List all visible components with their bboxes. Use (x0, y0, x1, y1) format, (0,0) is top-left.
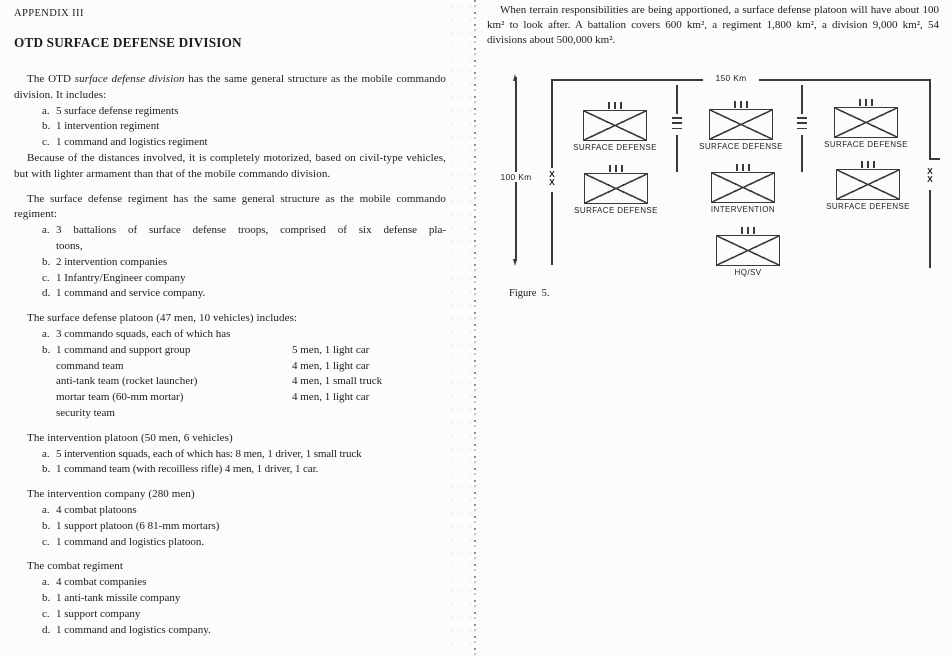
item-marker (42, 374, 56, 390)
intervention-company-paragraph: The intervention company (280 men) (27, 488, 195, 501)
intervention-platoon-paragraph: The intervention platoon (50 men, 6 vehicles) (27, 431, 233, 444)
intervention-company-list (14, 503, 446, 550)
unit-label: INTERVENTION (710, 205, 776, 214)
item-text: 1 intervention regiment (56, 120, 160, 133)
intro-paragraph-pre: The OTD (27, 73, 75, 85)
right-boundary-line-upper (929, 79, 931, 159)
table-row (42, 390, 446, 406)
combat-regiment-list (14, 575, 446, 638)
item-marker: b. (42, 463, 51, 476)
width-dimension-label: 150 Km (703, 73, 759, 83)
unit-box-surface-defense-4 (574, 173, 658, 215)
regiment-paragraph: The surface defense regiment has the same general structure as the mobile commando regiment: (14, 192, 446, 221)
right-boundary-tick (929, 158, 940, 160)
item-text: 4 combat companies (56, 576, 147, 589)
regiment-boundary-1-marker-icon (672, 117, 682, 133)
infantry-unit-symbol-icon (836, 169, 900, 200)
list-item (42, 255, 446, 271)
infantry-unit-symbol-icon (711, 172, 775, 203)
unit-label: SURFACE DEFENSE (699, 142, 783, 151)
left-boundary-line-lower (551, 192, 553, 265)
unit-label: HQ/SV (734, 268, 762, 277)
item-marker: a. (42, 447, 50, 460)
item-text: 1 support company (56, 607, 141, 620)
item-text: 1 support platoon (6 81-mm mortars) (56, 519, 220, 532)
dimension-arrow-down-icon (513, 259, 517, 266)
item-marker: a. (42, 224, 50, 237)
unit-label: SURFACE DEFENSE (826, 202, 910, 211)
regiment-boundary-2-lower (801, 135, 803, 172)
intro-paragraph-italic: surface defense division (74, 73, 185, 85)
division-boundary-marker-left: XX (549, 169, 555, 187)
height-dimension-line (515, 77, 517, 261)
list-item (42, 447, 446, 463)
list-item (42, 503, 446, 519)
item-marker: d. (42, 287, 51, 300)
right-page-column (487, 3, 939, 49)
table-row (42, 374, 446, 390)
item-marker: a. (42, 503, 50, 516)
item-marker: b. (42, 519, 51, 532)
infantry-unit-symbol-icon (709, 109, 773, 140)
list-item (42, 591, 446, 607)
item-marker: d. (42, 623, 51, 636)
table-row (42, 359, 446, 375)
item-marker: c. (42, 535, 50, 548)
division-boundary-marker-right: XX (927, 166, 933, 184)
regiment-size-ticks-icon (836, 161, 900, 168)
item-marker: c. (42, 607, 50, 620)
combat-regiment-paragraph: The combat regiment (27, 560, 123, 573)
item-text: security team (56, 406, 115, 419)
item-text: 1 command and logistics company. (56, 623, 211, 636)
unit-box-hq-sv (716, 235, 780, 277)
item-text: 5 intervention squads, each of which has: 8 men, 1 driver, 1 small truck (56, 447, 362, 460)
table-row (42, 343, 446, 359)
item-marker: b. (42, 591, 51, 604)
list-item (42, 462, 446, 478)
item-marker: b. (42, 120, 51, 133)
item-text: anti-tank team (rocket launcher) (56, 375, 198, 388)
infantry-unit-symbol-icon (834, 107, 898, 138)
regiment-size-ticks-icon (711, 164, 775, 171)
list-item (42, 286, 446, 302)
regiment-boundary-2-upper (801, 85, 803, 114)
unit-box-surface-defense-2 (699, 109, 783, 151)
item-marker: b. (42, 255, 51, 268)
item-marker: a. (42, 327, 50, 340)
item-value (292, 327, 446, 343)
platoon-paragraph: The surface defense platoon (47 men, 10 vehicles) includes: (27, 312, 298, 325)
regiment-size-ticks-icon (583, 102, 647, 109)
item-value: 4 men, 1 light car (292, 391, 370, 404)
list-item (42, 104, 446, 120)
figure-5-diagram (495, 62, 947, 284)
item-text: 2 intervention companies (56, 255, 168, 268)
page-title: OTD SURFACE DEFENSE DIVISION (14, 35, 242, 50)
terrain-paragraph: When terrain responsibilities are being apportioned, a surface defense platoon will have about 100 km² to look after. A battalion covers 600 km², a regiment 1,800 km², a division 9,000 km², 54 divisions about 500,000 km². (487, 4, 939, 47)
item-text: 1 command and logistics regiment (56, 136, 208, 149)
item-marker (42, 359, 56, 375)
item-text: 1 Infantry/Engineer company (56, 271, 186, 284)
item-text: 1 command and service company. (56, 287, 206, 300)
list-item (42, 223, 446, 255)
list-item (42, 535, 446, 551)
platoon-composition-table (14, 327, 446, 422)
item-text: 5 surface defense regiments (56, 104, 179, 117)
left-boundary-line-upper (551, 79, 553, 168)
unit-box-intervention (710, 172, 776, 214)
item-text: command team (56, 359, 124, 372)
list-item (42, 575, 446, 591)
item-value: 4 men, 1 small truck (292, 375, 383, 388)
intro-paragraph-post: has the same general structure as the mobile commando division. It includes: (14, 73, 446, 101)
motorized-paragraph: Because of the distances involved, it is completely motorized, based on civil-type vehicles, but with lighter armament than that of the mobile commando division. (14, 151, 446, 180)
unit-label: SURFACE DEFENSE (573, 143, 657, 152)
item-text: 1 command team (with recoilless rifle) 4 men, 1 driver, 1 car. (56, 463, 319, 476)
page-gutter-line (474, 0, 476, 656)
list-item (42, 623, 446, 639)
regiment-size-ticks-icon (584, 165, 648, 172)
infantry-unit-symbol-icon (583, 110, 647, 141)
table-row (42, 327, 446, 343)
list-item (42, 271, 446, 287)
item-text: 3 commando squads, each of which has (56, 327, 231, 340)
infantry-unit-symbol-icon (584, 173, 648, 204)
item-marker: c. (42, 136, 50, 149)
division-structure-list (14, 104, 446, 151)
item-marker: b. (42, 343, 51, 356)
regiment-size-ticks-icon (709, 101, 773, 108)
unit-box-surface-defense-3 (824, 107, 908, 149)
appendix-header: APPENDIX III (14, 8, 84, 19)
item-text: 1 anti-tank missile company (56, 591, 181, 604)
list-item (42, 135, 446, 151)
intervention-platoon-list (14, 447, 446, 479)
regiment-size-ticks-icon (834, 99, 898, 106)
item-marker: a. (42, 576, 50, 589)
item-value: 5 men, 1 light car (292, 343, 370, 356)
height-dimension-label: 100 Km (493, 172, 539, 182)
intro-paragraph (14, 72, 446, 104)
item-value (292, 406, 446, 422)
item-marker (42, 406, 56, 422)
item-text: 1 command and support group (56, 343, 191, 356)
regiment-structure-list (14, 223, 446, 302)
table-row (42, 406, 446, 422)
item-value: 4 men, 1 light car (292, 359, 370, 372)
infantry-unit-symbol-icon (716, 235, 780, 266)
unit-box-surface-defense-1 (573, 110, 657, 152)
unit-label: SURFACE DEFENSE (574, 206, 658, 215)
item-text (56, 223, 446, 255)
list-item (42, 119, 446, 135)
item-text: 4 combat platoons (56, 503, 137, 516)
item-text: 1 command and logistics platoon. (56, 535, 205, 548)
item-text: mortar team (60-mm mortar) (56, 391, 184, 404)
list-item (42, 607, 446, 623)
list-item (42, 519, 446, 535)
item-text-line2: toons, (56, 239, 83, 252)
figure-caption: Figure 5. (509, 288, 550, 299)
regiment-size-ticks-icon (716, 227, 780, 234)
item-marker (42, 390, 56, 406)
unit-label: SURFACE DEFENSE (824, 140, 908, 149)
unit-box-surface-defense-5 (826, 169, 910, 211)
item-marker: a. (42, 104, 50, 117)
item-marker: c. (42, 271, 50, 284)
left-page-column (14, 8, 446, 638)
regiment-boundary-2-marker-icon (797, 117, 807, 133)
right-boundary-line-lower (929, 190, 931, 268)
regiment-boundary-1-upper (676, 85, 678, 114)
regiment-boundary-1-lower (676, 135, 678, 172)
item-text-line1: 3 battalions of surface defense troops, comprised of six defense pla- (56, 224, 446, 237)
